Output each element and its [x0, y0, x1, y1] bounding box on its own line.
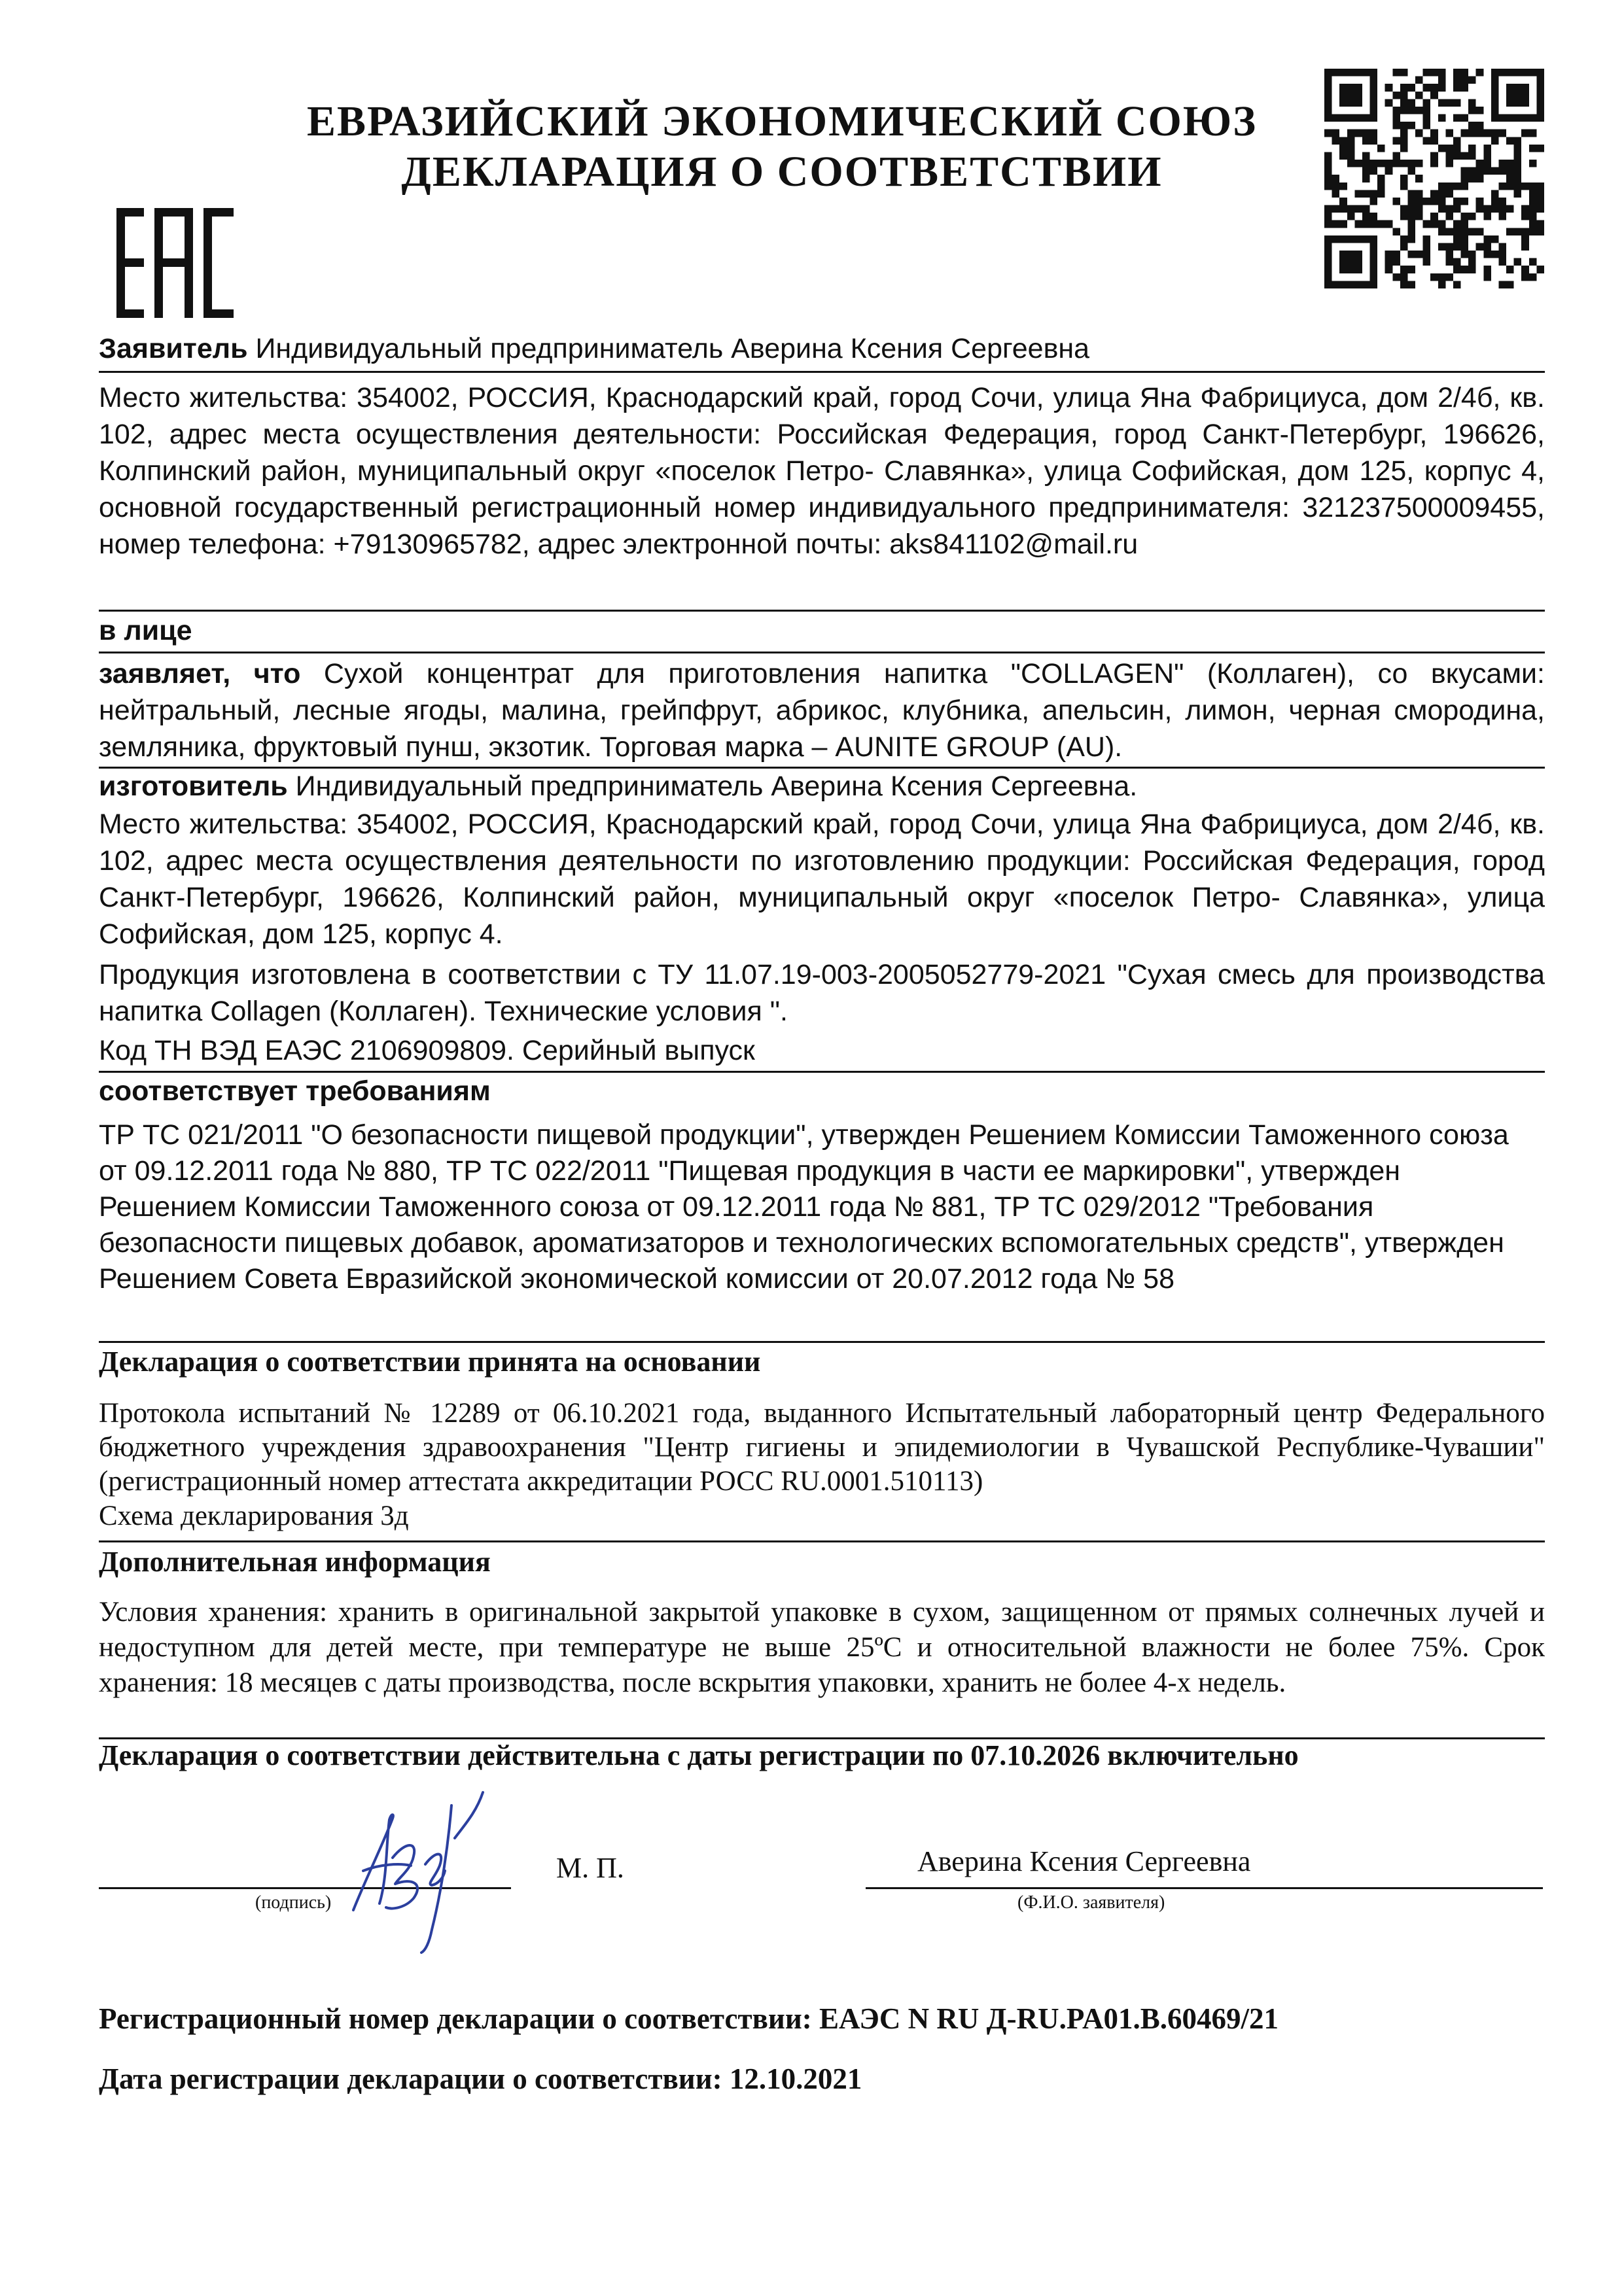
applicant-name: Индивидуальный предприниматель Аверина Ксения Сергеевна	[255, 333, 1090, 364]
production-standard: Продукция изготовлена в соответствии с ТУ 11.07.19-003-2005052779-2021 "Сухая смесь для производства напитка Collagen (Коллаген). Технические условия ".	[99, 959, 1545, 1027]
applicant-address: Место жительства: 354002, РОССИЯ, Краснодарский край, город Сочи, улица Яна Фабрициуса, дом 2/4б, кв. 102, адрес места осуществления деятельности: Российская Федерация, город Санкт-Петербург, 196626, Колпинский район, муниципальный округ «поселок Петро- Славянка», улица Софийская, дом 125, корпус 4, основной государственный регистрационный номер индивидуального предпринимателя: 321237500009455, номер телефона: +79130965782, адрес электронной почты: aks841102@mail.ru	[99, 382, 1545, 560]
additional-info-text: Условия хранения: хранить в оригинальной закрытой упаковке в сухом, защищенном от прямых солнечных лучей и недоступном для детей месте, при температуре не выше 25ºС и относительной влажности не более 75%. Срок хранения: 18 месяцев с даты производства, после вскрытия упаковки, хранить не более 4-х недель.	[99, 1597, 1545, 1698]
declares-block	[99, 655, 1545, 765]
qr-code	[1324, 69, 1544, 288]
handwritten-signature	[327, 1779, 484, 1956]
name-caption: (Ф.И.О. заявителя)	[1017, 1892, 1165, 1913]
requirements-label: соответствует требованиям	[99, 1075, 491, 1107]
declaration-scheme: Схема декларирования 3д	[99, 1501, 409, 1531]
name-line	[866, 1887, 1543, 1889]
manufacturer-address: Место жительства: 354002, РОССИЯ, Краснодарский край, город Сочи, улица Яна Фабрициуса, дом 2/4б, кв. 102, адрес места осуществления деятельности по изготовлению продукции: Российская Федерация, город Санкт-Петербург, 196626, Колпинский район, муниципальный округ «поселок Петро- Славянка», улица Софийская, дом 125, корпус 4.	[99, 809, 1545, 950]
registration-number: Регистрационный номер декларации о соответствии: ЕАЭС N RU Д-RU.PA01.В.60469/21	[99, 2002, 1279, 2035]
document-title: ДЕКЛАРАЦИЯ О СООТВЕТСТВИИ	[401, 148, 1163, 196]
divider	[99, 652, 1545, 653]
applicant-line	[99, 330, 1545, 367]
registration-date: Дата регистрации декларации о соответствии: 12.10.2021	[99, 2062, 862, 2095]
validity-text: Декларация о соответствии действительна с даты регистрации по 07.10.2026 включительно	[99, 1739, 1299, 1771]
manufacturer-name: Индивидуальный предприниматель Аверина Ксения Сергеевна.	[295, 771, 1138, 802]
manufacturer-line	[99, 768, 1545, 805]
customs-code: Код ТН ВЭД ЕАЭС 2106909809. Серийный выпуск	[99, 1035, 755, 1066]
divider	[99, 371, 1545, 373]
applicant-label: Заявитель	[99, 333, 248, 364]
union-title: ЕВРАЗИЙСКИЙ ЭКОНОМИЧЕСКИЙ СОЮЗ	[306, 97, 1258, 145]
signature-caption: (подпись)	[255, 1892, 332, 1913]
divider	[99, 1540, 1545, 1542]
requirements-text: ТР ТС 021/2011 "О безопасности пищевой продукции", утвержден Решением Комиссии Таможенного союза от 09.12.2011 года № 880, ТР ТС 022/2011 "Пищевая продукция в части ее маркировки", утвержден Решением Комиссии Таможенного союза от 09.12.2011 года № 881, ТР ТС 029/2012 "Требования безопасности пищевых добавок, ароматизаторов и технологических вспомогательных средств", утвержден Решением Совета Евразийской экономической комиссии от 20.07.2012 года № 58	[99, 1119, 1509, 1295]
manufacturer-label: изготовитель	[99, 771, 288, 802]
stamp-label: М. П.	[556, 1852, 624, 1884]
product-description: Сухой концентрат для приготовления напитка "COLLAGEN" (Коллаген), со вкусами: нейтральный, лесные ягоды, малина, грейпфрут, абрикос, клубника, апельсин, лимон, черная смородина, земляника, фруктовый пунш, экзотик. Торговая марка – AUNITE GROUP (AU).	[99, 658, 1545, 763]
eac-logo	[116, 208, 234, 318]
divider	[99, 610, 1545, 612]
declares-label: заявляет, что	[99, 658, 301, 689]
additional-info-label: Дополнительная информация	[99, 1546, 491, 1578]
divider	[99, 1341, 1545, 1343]
signer-name: Аверина Ксения Сергеевна	[917, 1845, 1251, 1877]
basis-text: Протокола испытаний № 12289 от 06.10.2021 года, выданного Испытательный лабораторный центр Федерального бюджетного учреждения здравоохранения "Центр гигиены и эпидемиологии в Чувашской Республике-Чувашии" (регистрационный номер аттестата аккредитации РОСС RU.0001.510113)	[99, 1398, 1545, 1497]
in-person-label: в лице	[99, 615, 192, 646]
basis-label: Декларация о соответствии принята на основании	[99, 1346, 761, 1378]
